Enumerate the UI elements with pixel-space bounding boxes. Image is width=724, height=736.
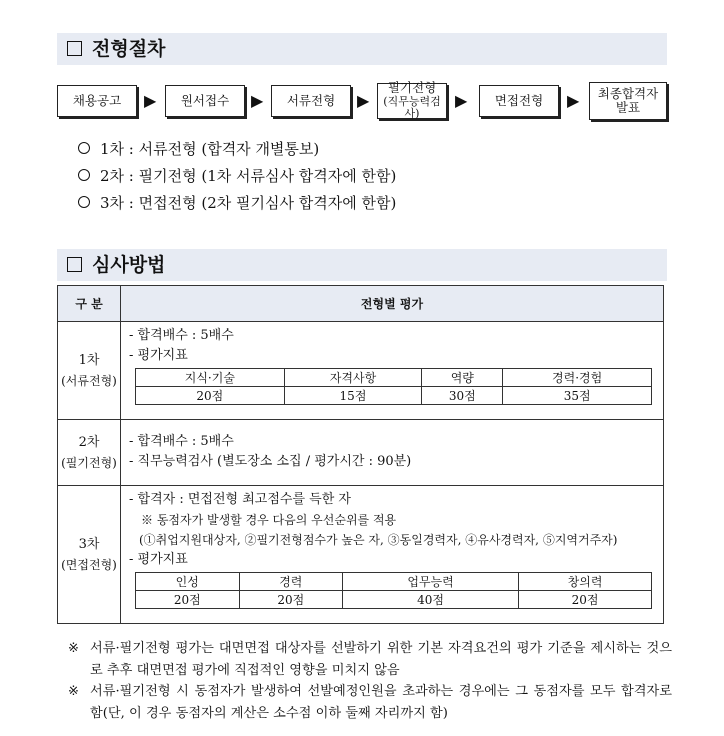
section-title-text: 전형절차 [92, 38, 166, 60]
criteria-cell: 창의력 [519, 573, 652, 591]
stage-type: (면접전형) [61, 557, 117, 572]
content-line: - 합격배수 : 5배수 [129, 433, 234, 449]
flow-step-label: 서류전형 [286, 92, 336, 108]
list-item [78, 190, 396, 217]
circle-bullet-icon [78, 142, 90, 154]
table-header-row [58, 286, 664, 322]
arrow-right-icon: ▶ [251, 91, 264, 110]
score-row [136, 591, 652, 609]
criteria-cell: 인성 [136, 573, 240, 591]
stage-text: 3차 : 면접전형 (2차 필기심사 합격자에 한함) [100, 194, 397, 212]
footnote-item [68, 681, 672, 724]
score-cell: 30점 [422, 387, 503, 405]
checkbox-square-icon [67, 257, 82, 272]
score-cell: 40점 [343, 591, 519, 609]
flow-step-application [165, 85, 245, 117]
stage-text: 2차 : 필기전형 (1차 서류심사 합격자에 한함) [100, 167, 397, 185]
flow-step-interview [479, 85, 559, 117]
stage-type: (필기전형) [61, 455, 117, 470]
row-content [121, 420, 664, 486]
content-line: - 직무능력검사 (별도장소 소집 / 평가시간 : 90분) [129, 453, 412, 469]
flow-step-document [271, 85, 351, 117]
criteria-cell: 역량 [422, 369, 503, 387]
criteria-cell: 지식·기술 [136, 369, 285, 387]
column-header-evaluation: 전형별 평가 [121, 286, 664, 322]
note-line: (①취업지원대상자, ②필기전형점수가 높은 자, ③동일경력자, ④유사경력자, ⑤지역거주자) [139, 533, 618, 547]
checkbox-square-icon [67, 41, 82, 56]
row-content [121, 486, 664, 624]
arrow-right-icon: ▶ [144, 91, 157, 110]
footnotes [68, 638, 672, 724]
score-cell: 15점 [284, 387, 422, 405]
flow-step-label: 원서접수 [180, 92, 230, 108]
criteria-cell: 업무능력 [343, 573, 519, 591]
flow-step-label: 채용공고 [72, 92, 122, 108]
column-header-category: 구 분 [58, 286, 121, 322]
score-cell: 35점 [503, 387, 652, 405]
content-line: - 합격배수 : 5배수 [129, 328, 234, 343]
content-line: - 평가지표 [129, 348, 188, 363]
arrow-right-icon: ▶ [357, 91, 370, 110]
score-cell: 20점 [239, 591, 343, 609]
footnote-item [68, 638, 672, 681]
footnote-text: 서류·필기전형 평가는 대면면접 대상자를 선발하기 위한 기본 자격요건의 평가 기준을 제시하는 것으로 추후 대면면접 평가에 직접적인 영향을 미치지 않음 [90, 641, 672, 678]
criteria-cell: 경력·경험 [503, 369, 652, 387]
flow-step-sublabel: (직무능력검사) [383, 94, 441, 121]
reference-mark: ※ [68, 684, 80, 699]
note-line: ※ 동점자가 발생할 경우 다음의 우선순위를 적용 [141, 513, 397, 527]
table-row [58, 322, 664, 420]
criteria-row [136, 369, 652, 387]
criteria-cell: 경력 [239, 573, 343, 591]
flow-step-written [377, 80, 447, 121]
table-row [58, 486, 664, 624]
stage-text: 1차 : 서류전형 (합격자 개별통보) [100, 140, 320, 158]
list-item [78, 163, 396, 190]
row-label [58, 420, 121, 486]
criteria-table [135, 368, 652, 405]
evaluation-table [57, 285, 664, 624]
criteria-cell: 자격사항 [284, 369, 422, 387]
criteria-table [135, 572, 652, 609]
flow-step-label: 필기전형 [387, 80, 437, 96]
arrow-right-icon: ▶ [567, 91, 580, 110]
stage-number: 2차 [78, 434, 100, 450]
process-flow [57, 81, 669, 121]
section-title-procedure [57, 33, 667, 65]
row-label [58, 486, 121, 624]
stage-number: 3차 [78, 536, 100, 552]
arrow-right-icon: ▶ [455, 91, 468, 110]
section-title-evaluation [57, 249, 667, 281]
content-line: - 평가지표 [129, 552, 188, 567]
footnote-text: 서류·필기전형 시 동점자가 발생하여 선발예정인원을 초과하는 경우에는 그 동점자를 모두 합격자로 함(단, 이 경우 동점자의 계산은 소수점 이하 둘째 자리까지 함) [90, 684, 672, 721]
circle-bullet-icon [78, 169, 90, 181]
stage-list [78, 136, 396, 217]
flow-step-label: 최종합격자 [597, 85, 659, 101]
stage-type: (서류전형) [61, 373, 117, 388]
table-row [58, 420, 664, 486]
score-cell: 20점 [519, 591, 652, 609]
section-title-text: 심사방법 [92, 254, 166, 276]
criteria-row [136, 573, 652, 591]
flow-step-label: 면접전형 [494, 92, 544, 108]
score-row [136, 387, 652, 405]
flow-step-announcement [57, 85, 137, 117]
content-line: - 합격자 : 면접전형 최고점수를 득한 자 [129, 492, 351, 507]
flow-step-final [589, 82, 667, 120]
score-cell: 20점 [136, 387, 285, 405]
circle-bullet-icon [78, 196, 90, 208]
score-cell: 20점 [136, 591, 240, 609]
row-label [58, 322, 121, 420]
stage-number: 1차 [78, 352, 100, 368]
reference-mark: ※ [68, 641, 80, 656]
list-item [78, 136, 396, 163]
flow-step-sublabel: 발표 [615, 100, 641, 115]
row-content [121, 322, 664, 420]
